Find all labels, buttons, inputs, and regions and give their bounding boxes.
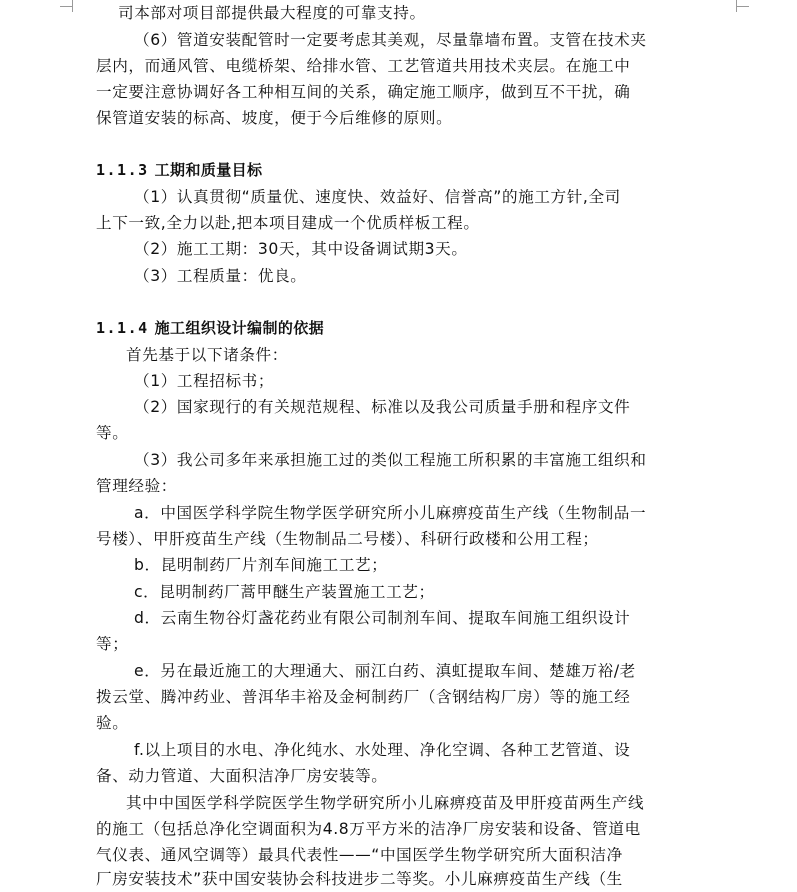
- body-line: 其中中国医学科学院医学生物学研究所小儿麻痹疫苗及甲肝疫苗两生产线: [126, 794, 645, 812]
- body-line: 备、动力管道、大面积洁净厂房安装等。: [96, 767, 388, 785]
- body-line: f.以上项目的水电、净化纯水、水处理、净化空调、各种工艺管道、设: [134, 741, 631, 759]
- body-line: （3）工程质量：优良。: [134, 267, 307, 285]
- body-line: 等；: [96, 635, 129, 653]
- body-line: （1）工程招标书；: [134, 372, 275, 390]
- section-heading-1-1-4: [96, 315, 324, 341]
- margin-guide-left-tick: [60, 6, 72, 7]
- body-line: （3）我公司多年来承担施工过的类似工程施工所积累的丰富施工组织和: [134, 451, 647, 469]
- body-line: 等。: [96, 424, 129, 442]
- body-line: d．云南生物谷灯盏花药业有限公司制剂车间、提取车间施工组织设计: [134, 609, 631, 627]
- body-line: 拨云堂、腾冲药业、普洱华丰裕及金柯制药厂（含钢结构厂房）等的施工经: [96, 688, 631, 706]
- body-line: e．另在最近施工的大理通大、丽江白药、滇虹提取车间、楚雄万裕/老: [134, 662, 636, 680]
- body-line: a．中国医学科学院生物学医学研究所小儿麻痹疫苗生产线（生物制品一: [134, 504, 647, 522]
- body-line: 号楼）、甲肝疫苗生产线（生物制品二号楼）、科研行政楼和公用工程；: [96, 530, 599, 548]
- section-heading-1-1-3: [96, 157, 262, 183]
- body-line: （2）国家现行的有关规范规程、标准以及我公司质量手册和程序文件: [134, 398, 631, 416]
- body-line: 的施工（包括总净化空调面积为4.8万平方米的洁净厂房安装和设备、管道电: [96, 820, 641, 838]
- body-line: 验。: [96, 714, 129, 732]
- body-line: 司本部对项目部提供最大程度的可靠支持。: [118, 4, 426, 22]
- section-number: 1.1.3: [96, 161, 149, 179]
- body-line: c．昆明制药厂蒿甲醚生产装置施工工艺；: [134, 583, 435, 601]
- section-title: 工期和质量目标: [154, 161, 263, 179]
- body-line: （1）认真贯彻“质量优、速度快、效益好、信誉高”的施工方针,全司: [134, 188, 621, 206]
- margin-guide-left: [72, 0, 73, 12]
- section-title: 施工组织设计编制的依据: [154, 319, 325, 337]
- body-line: 管理经验：: [96, 477, 177, 495]
- body-line: （6）管道安装配管时一定要考虑其美观，尽量靠墙布置。支管在技术夹: [134, 31, 647, 49]
- body-line: 一定要注意协调好各工种相互间的关系，确定施工顺序，做到互不干扰，确: [96, 83, 631, 101]
- body-line: b．昆明制药厂片剂车间施工工艺；: [134, 556, 388, 574]
- body-line: 厂房安装技术”获中国安装协会科技进步二等奖。小儿麻痹疫苗生产线（生: [96, 870, 623, 888]
- body-line: 层内，而通风管、电缆桥架、给排水管、工艺管道共用技术夹层。在施工中: [96, 57, 631, 75]
- section-number: 1.1.4: [96, 319, 149, 337]
- body-line: （2）施工工期：30天，其中设备调试期3天。: [134, 240, 468, 258]
- body-line: 上下一致,全力以赴,把本项目建成一个优质样板工程。: [96, 214, 480, 232]
- body-line: 保管道安装的标高、坡度，便于今后维修的原则。: [96, 109, 453, 127]
- margin-guide-right-tick: [737, 6, 749, 7]
- body-line: 首先基于以下诸条件：: [126, 346, 288, 364]
- body-line: 气仪表、通风空调等）最具代表性——“中国医学生物学研究所大面积洁净: [96, 846, 623, 864]
